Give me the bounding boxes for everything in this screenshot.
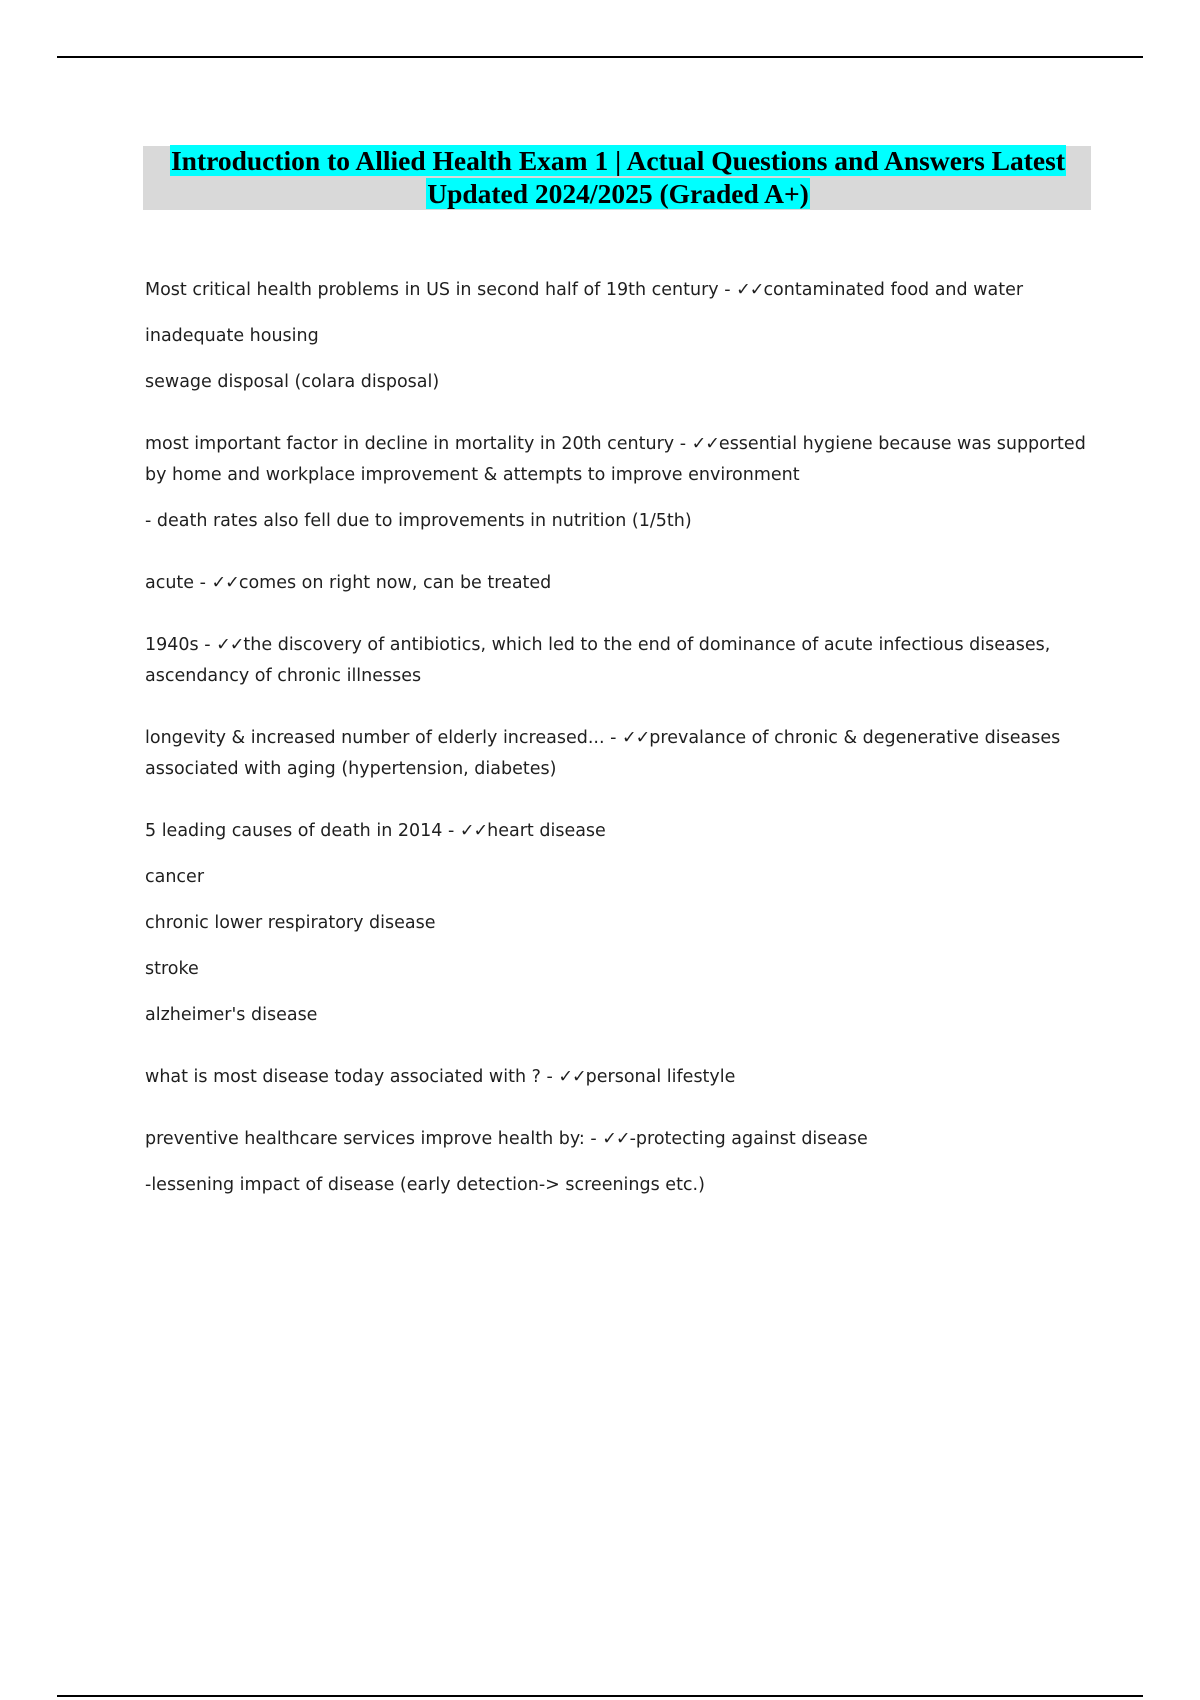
qa-item: [145, 723, 1095, 785]
checkmark-icon: ✓✓: [691, 434, 719, 454]
answer-text: comes on right now, can be treated: [238, 573, 552, 593]
question-text: Most critical health problems in US in second half of 19th century -: [145, 280, 737, 300]
question-text: preventive healthcare services improve health by: -: [145, 1129, 603, 1149]
checkmark-icon: ✓✓: [216, 635, 244, 655]
answer-extra-line: chronic lower respiratory disease: [145, 913, 436, 933]
qa-line: [145, 816, 1095, 847]
qa-item: [145, 630, 1095, 692]
qa-item: [145, 1062, 1095, 1093]
checkmark-icon: ✓✓: [211, 573, 239, 593]
question-text: 5 leading causes of death in 2014 -: [145, 821, 460, 841]
question-text: longevity & increased number of elderly increased... -: [145, 728, 622, 748]
qa-line: [145, 1124, 1095, 1155]
qa-line: [145, 1062, 1095, 1093]
answer-extra-line: -lessening impact of disease (early detection-> screenings etc.): [145, 1175, 705, 1195]
answer-text: contaminated food and water: [763, 280, 1024, 300]
answer-extra-line: - death rates also fell due to improvements in nutrition (1/5th): [145, 511, 692, 531]
top-divider: [57, 56, 1143, 58]
bottom-divider: [57, 1695, 1143, 1697]
qa-line: [145, 568, 1095, 599]
answer-text: essential hygiene because was supported by home and workplace improvement & attempts to improve environment: [145, 434, 1086, 485]
answer-extra-line: sewage disposal (colara disposal): [145, 372, 440, 392]
qa-item: [145, 275, 1095, 398]
answer-extra-line: stroke: [145, 959, 199, 979]
page-title-text: Introduction to Allied Health Exam 1 | Actual Questions and Answers Latest Updated 2024/2025 (Graded A+): [170, 145, 1066, 209]
page-title: [148, 144, 1088, 210]
answer-extra-line: alzheimer's disease: [145, 1005, 318, 1025]
qa-line: [145, 723, 1095, 785]
answer-extra-line: inadequate housing: [145, 326, 319, 346]
answer-text: the discovery of antibiotics, which led to the end of dominance of acute infectious diseases, ascendancy of chronic illnesses: [145, 635, 1051, 686]
answer-text: -protecting against disease: [629, 1129, 868, 1149]
qa-item: [145, 1124, 1095, 1201]
question-text: acute -: [145, 573, 212, 593]
checkmark-icon: ✓✓: [621, 728, 650, 748]
qa-item: [145, 568, 1095, 599]
question-text: what is most disease today associated with ? -: [145, 1067, 559, 1087]
checkmark-icon: ✓✓: [558, 1067, 586, 1087]
qa-line: [145, 275, 1095, 306]
qa-line: [145, 630, 1095, 692]
answer-text: prevalance of chronic & degenerative diseases associated with aging (hypertension, diabetes): [145, 728, 1061, 779]
qa-line: [145, 429, 1095, 491]
qa-list: [145, 275, 1095, 1232]
qa-item: [145, 816, 1095, 1031]
answer-text: heart disease: [487, 821, 606, 841]
checkmark-icon: ✓✓: [459, 821, 488, 841]
answer-extra-line: cancer: [145, 867, 205, 887]
qa-item: [145, 429, 1095, 537]
question-text: most important factor in decline in mortality in 20th century -: [145, 434, 692, 454]
checkmark-icon: ✓✓: [736, 280, 764, 300]
answer-text: personal lifestyle: [585, 1067, 736, 1087]
question-text: 1940s -: [145, 635, 217, 655]
checkmark-icon: ✓✓: [602, 1129, 630, 1149]
